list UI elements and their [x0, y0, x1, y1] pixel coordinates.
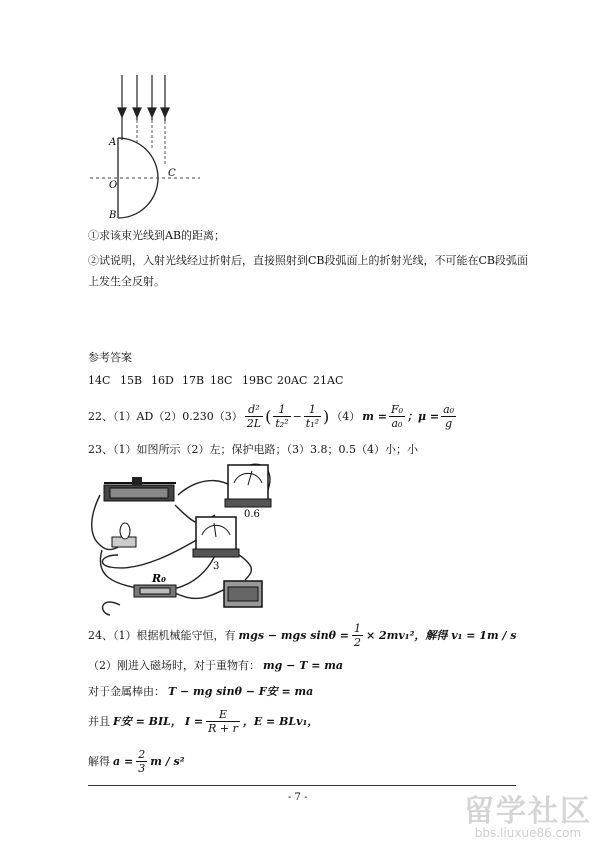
bulb — [112, 523, 136, 547]
page-number: - 7 - — [288, 792, 308, 803]
voltmeter — [193, 517, 239, 557]
circuit-diagram — [0, 455, 600, 635]
q24-line1-frac — [352, 622, 363, 649]
q24-line1-frac-den: 2 — [354, 635, 362, 649]
answer-24-line1 — [88, 620, 516, 650]
q24-line5-eq: a = — [113, 754, 134, 768]
rheostat — [104, 477, 176, 501]
q22-fraction-4 — [389, 403, 405, 430]
answers-heading: 参考答案 — [88, 351, 132, 364]
answer-15: 15B — [120, 374, 143, 387]
watermark-logo — [464, 786, 592, 840]
q24-line2-prefix: （2）刚进入磁场时，对于重物有： — [88, 659, 260, 672]
label-a: A — [109, 137, 117, 148]
answer-17: 17B — [182, 374, 205, 387]
q22-fraction-3 — [304, 403, 321, 430]
q24-line4-eq3: ，E = BLv₁， — [242, 715, 319, 728]
q24-line5-frac — [136, 748, 147, 775]
answer-20: 20AC — [277, 374, 308, 387]
q22-f5-num: a₀ — [443, 402, 455, 416]
answer-24-line5 — [88, 745, 185, 777]
question-2-line1: ②试说明，入射光线经过折射后，直接照射到CB段弧面上的折射光线，不可能在CB段弧面 — [88, 254, 528, 267]
q22-fraction-1 — [245, 403, 263, 430]
battery — [224, 581, 262, 607]
label-c: C — [168, 168, 176, 179]
q24-line4-frac — [206, 708, 240, 735]
answer-23: 23、（1）如图所示（2）左；保护电路；（3）3.8；0.5（4）小；小 — [88, 443, 418, 456]
q22-f2-num: 1 — [273, 403, 290, 417]
q22-fraction-2 — [273, 403, 290, 430]
q22-prefix: 22、（1）AD（2）0.230（3） — [88, 410, 243, 423]
q22-f3-num: 1 — [304, 403, 321, 417]
optics-diagram — [0, 0, 600, 230]
scale-3: 3 — [213, 561, 220, 572]
q22-f1-den: 2L — [246, 416, 262, 430]
q24-line4-frac-den: R + r — [208, 721, 238, 735]
answer-22: 22、（1）AD（2）0.230（3） $\frac{\text{d²}}{2L}$ ( $\frac{1}{\text{t₂²}}$ − $\frac{1}{\text{t₁²}}$ ) （4） m = $\frac{\text{F₀}}{\text{a₀}}$ ；μ = $\frac{\text{a₀}}{g}$ — [88, 402, 455, 430]
q22-part4: （4） — [331, 410, 361, 423]
label-o: O — [109, 180, 118, 191]
q24-line4-prefix: 并且 — [88, 715, 110, 728]
answer-24-line4 — [88, 705, 318, 737]
q24-line3-eq: T − mg sinθ − F安 = ma — [168, 685, 314, 698]
q24-line5-prefix: 解得 — [88, 755, 110, 768]
q24-line4-frac-num: E — [206, 708, 240, 722]
answer-16: 16D — [151, 374, 174, 387]
q24-line5-frac-num: 2 — [138, 747, 146, 761]
q24-line1-tail: × 2mv₁²，解得 v₁ = 1m / s — [366, 629, 517, 642]
footer-divider — [88, 785, 516, 786]
ammeter — [225, 465, 271, 507]
scale-0-6: 0.6 — [244, 509, 260, 520]
answer-14: 14C — [88, 374, 111, 387]
q22-f4-num: F₀ — [390, 402, 404, 416]
answer-21: 21AC — [313, 374, 344, 387]
label-r0: R₀ — [152, 572, 166, 585]
label-b: B — [109, 210, 117, 221]
answer-24-line2 — [88, 657, 343, 673]
q22-m-eq: m = — [362, 409, 387, 423]
question-2-line2: 上发生全反射。 — [88, 275, 165, 288]
q24-line1-frac-num: 1 — [354, 621, 362, 635]
q24-line3-prefix: 对于金属棒由： — [88, 685, 165, 698]
answer-24-line3 — [88, 683, 313, 699]
q22-mu-eq: ；μ = — [407, 410, 440, 423]
q24-line4-eq1: F安 = BIL， — [113, 715, 182, 728]
resistor-r0 — [134, 585, 176, 597]
watermark-url: bbs.liuxue86.com — [474, 826, 582, 840]
q22-f3-den: t₁² — [305, 416, 320, 430]
q22-f4-den: a₀ — [391, 416, 403, 430]
watermark-text: 留学社区 — [464, 794, 592, 829]
q22-f1-num: d² — [245, 403, 263, 417]
q24-line1-prefix: 24、（1）根据机械能守恒，有 — [88, 629, 236, 642]
q22-fraction-5 — [441, 403, 456, 430]
answer-19: 19BC — [242, 374, 273, 387]
q24-line4-eq2: I = — [184, 714, 204, 728]
q24-line2-eq: mg − T = ma — [263, 658, 344, 672]
q22-f5-den: g — [445, 416, 453, 430]
q22-f2-den: t₂² — [275, 416, 289, 430]
q24-line5-frac-den: 3 — [138, 761, 146, 775]
q24-line1-eq: mgs − mgs sinθ = — [238, 628, 350, 642]
q24-line5-tail: m / s² — [150, 754, 185, 768]
answer-18: 18C — [210, 374, 233, 387]
question-1: ①求该束光线到AB的距离； — [88, 229, 226, 242]
